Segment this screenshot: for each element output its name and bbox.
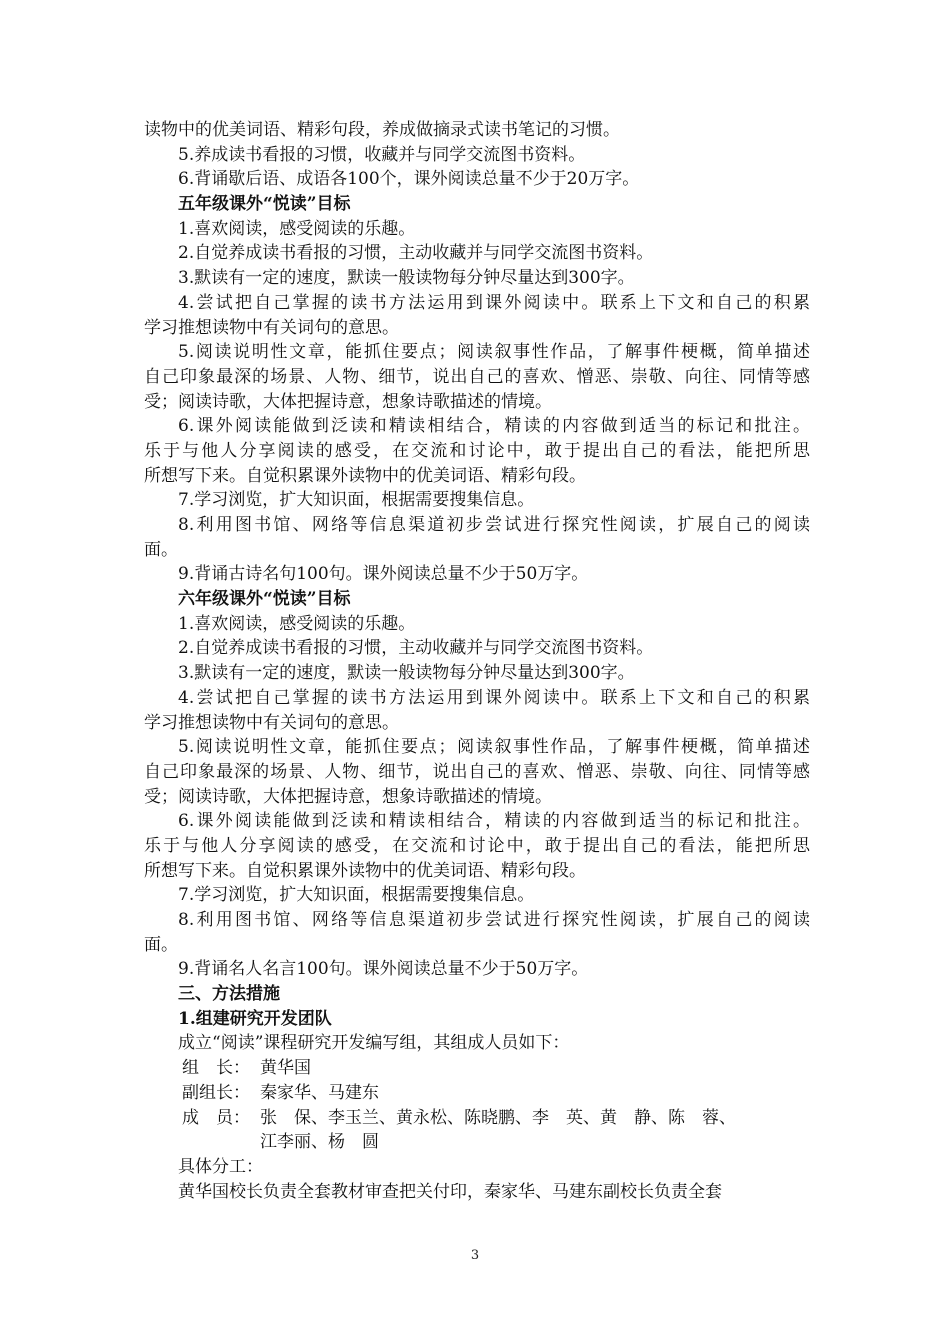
text-line: 1.喜欢阅读，感受阅读的乐趣。 — [178, 218, 416, 239]
text-line: 读物中的优美词语、精彩句段，养成做摘录式读书笔记的习惯。 — [144, 120, 620, 140]
roster-row — [144, 1106, 810, 1131]
text-line: 学习推想读物中有关词句的意思。 — [144, 712, 399, 733]
grade4-goals-tail — [144, 143, 810, 192]
roster-members: 秦家华、马建东 — [260, 1082, 379, 1103]
text-line: 7.学习浏览，扩大知识面，根据需要搜集信息。 — [178, 885, 535, 906]
grade5-goals — [144, 217, 810, 587]
text-line: 4.尝试把自己掌握的读书方法运用到课外阅读中。联系上下文和自己的积累 — [178, 687, 810, 708]
text-line: 9.背诵古诗名句100句。课外阅读总量不少于50万字。 — [178, 564, 589, 585]
text-line: 受；阅读诗歌，大体把握诗意，想象诗歌描述的情境。 — [144, 786, 552, 807]
roster-row — [144, 1081, 810, 1106]
roster-role: 组 长： — [182, 1058, 250, 1079]
text-line: 5.阅读说明性文章，能抓住要点；阅读叙事性作品，了解事件梗概，简单描述 — [178, 737, 810, 758]
roster-members: 黄华国 — [260, 1058, 311, 1079]
grade6-goals — [144, 612, 810, 982]
roster-members: 江李丽、杨 圆 — [260, 1132, 379, 1153]
text-line: 面。 — [144, 934, 178, 955]
team-roster — [144, 1056, 810, 1155]
section3-subheading: 1.组建研究开发团队 — [178, 1008, 332, 1029]
text-line: 5.养成读书看报的习惯，收藏并与同学交流图书资料。 — [178, 144, 586, 165]
section3-heading: 三、方法措施 — [178, 984, 280, 1005]
team-intro: 成立“阅读”课程研究开发编写组，其组成人员如下： — [178, 1033, 570, 1054]
text-line: 受；阅读诗歌，大体把握诗意，想象诗歌描述的情境。 — [144, 391, 552, 412]
text-line: 2.自觉养成读书看报的习惯，主动收藏并与同学交流图书资料。 — [178, 243, 654, 264]
text-line: 3.默读有一定的速度，默读一般读物每分钟尽量达到300字。 — [178, 268, 635, 289]
text-line: 所想写下来。自觉积累课外读物中的优美词语、精彩句段。 — [144, 465, 586, 486]
text-line: 3.默读有一定的速度，默读一般读物每分钟尽量达到300字。 — [178, 663, 635, 684]
continued-paragraph — [144, 118, 810, 143]
text-line: 自己印象最深的场景、人物、细节，说出自己的喜欢、憎恶、崇敬、向往、同情等感 — [144, 761, 810, 782]
roster-role: 副组长： — [182, 1082, 250, 1103]
grade6-heading: 六年级课外“悦读”目标 — [178, 589, 351, 610]
text-line: 4.尝试把自己掌握的读书方法运用到课外阅读中。联系上下文和自己的积累 — [178, 292, 810, 313]
text-line: 面。 — [144, 539, 178, 560]
text-line: 8.利用图书馆、网络等信息渠道初步尝试进行探究性阅读，扩展自己的阅读 — [178, 515, 810, 535]
page-content — [144, 118, 810, 1204]
text-line: 9.背诵名人名言100句。课外阅读总量不少于50万字。 — [178, 959, 589, 980]
text-line: 乐于与他人分享阅读的感受，在交流和讨论中，敢于提出自己的看法，能把所思 — [144, 835, 810, 856]
text-line: 6.背诵歇后语、成语各100个，课外阅读总量不少于20万字。 — [178, 169, 640, 190]
roster-role: 成 员： — [182, 1107, 250, 1128]
grade5-heading: 五年级课外“悦读”目标 — [178, 194, 351, 215]
text-line: 乐于与他人分享阅读的感受，在交流和讨论中，敢于提出自己的看法，能把所思 — [144, 440, 810, 461]
text-line: 8.利用图书馆、网络等信息渠道初步尝试进行探究性阅读，扩展自己的阅读 — [178, 910, 810, 930]
roster-row — [144, 1130, 810, 1155]
division-label: 具体分工： — [178, 1156, 263, 1177]
page-number: 3 — [470, 1248, 480, 1263]
text-line: 6.课外阅读能做到泛读和精读相结合，精读的内容做到适当的标记和批注。 — [178, 811, 810, 832]
text-line: 5.阅读说明性文章，能抓住要点；阅读叙事性作品，了解事件梗概，简单描述 — [178, 342, 810, 363]
text-line: 学习推想读物中有关词句的意思。 — [144, 317, 399, 338]
text-line: 所想写下来。自觉积累课外读物中的优美词语、精彩句段。 — [144, 860, 586, 881]
roster-row — [144, 1056, 810, 1081]
text-line: 1.喜欢阅读，感受阅读的乐趣。 — [178, 613, 416, 634]
roster-members: 张 保、李玉兰、黄永松、陈晓鹏、李 英、黄 静、陈 蓉、 — [260, 1107, 736, 1128]
text-line: 7.学习浏览，扩大知识面，根据需要搜集信息。 — [178, 490, 535, 511]
text-line: 自己印象最深的场景、人物、细节，说出自己的喜欢、憎恶、崇敬、向往、同情等感 — [144, 366, 810, 387]
division-text: 黄华国校长负责全套教材审查把关付印，秦家华、马建东副校长负责全套 — [178, 1181, 722, 1202]
text-line: 2.自觉养成读书看报的习惯，主动收藏并与同学交流图书资料。 — [178, 638, 654, 659]
text-line: 6.课外阅读能做到泛读和精读相结合，精读的内容做到适当的标记和批注。 — [178, 416, 810, 437]
